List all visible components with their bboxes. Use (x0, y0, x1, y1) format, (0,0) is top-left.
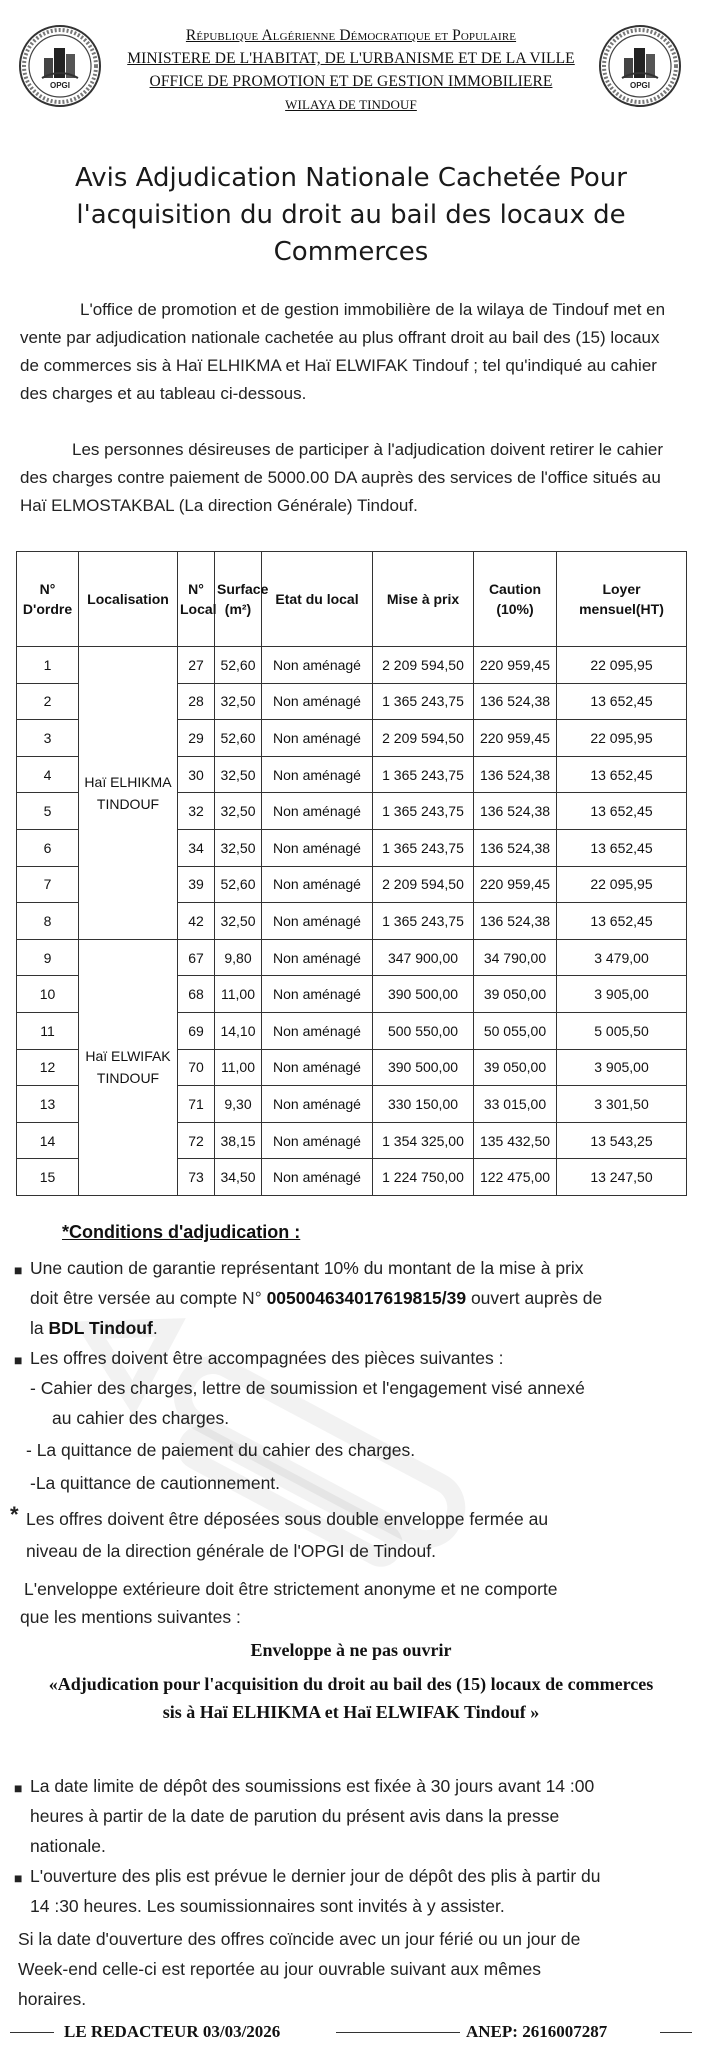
cell-surface: 9,80 (215, 939, 262, 976)
opening-text: L'ouverture des plis est prévue le dernier jour de dépôt des plis à partir du 14 :30 heures. Les soumissionnaires sont invités à y assister. (30, 1866, 601, 1916)
cell-local: 70 (178, 1049, 215, 1086)
header-office: OFFICE DE PROMOTION ET DE GESTION IMMOBILIERE (149, 73, 553, 90)
title-line: Commerces (273, 237, 429, 267)
condition-doc-item: -La quittance de cautionnement. (30, 1473, 281, 1493)
cell-ordre: 9 (17, 939, 79, 976)
cell-surface: 11,00 (215, 1049, 262, 1086)
svg-text:OPGI: OPGI (629, 81, 651, 90)
cell-mise: 1 365 243,75 (373, 683, 474, 720)
cell-localisation: Haï ELWIFAK TINDOUF (79, 939, 178, 1195)
cell-local: 73 (178, 1159, 215, 1196)
cell-etat: Non aménagé (262, 939, 373, 976)
footer-rule (336, 2032, 460, 2033)
cell-ordre: 14 (17, 1122, 79, 1159)
cell-etat: Non aménagé (262, 1122, 373, 1159)
document-header (0, 0, 702, 150)
cell-caution: 136 524,38 (474, 683, 557, 720)
cell-mise: 1 365 243,75 (373, 756, 474, 793)
cell-caution: 136 524,38 (474, 793, 557, 830)
cell-caution: 220 959,45 (474, 647, 557, 684)
cell-loyer: 13 543,25 (557, 1122, 687, 1159)
col-header-ordre: N° D'ordre (17, 552, 79, 647)
cell-surface: 11,00 (215, 976, 262, 1013)
footer-rule (10, 2032, 54, 2033)
cell-ordre: 15 (17, 1159, 79, 1196)
cell-loyer: 13 247,50 (557, 1159, 687, 1196)
condition-documents: Les offres doivent être accompagnées des pièces suivantes : (30, 1348, 504, 1368)
cell-loyer: 13 652,45 (557, 829, 687, 866)
cell-etat: Non aménagé (262, 866, 373, 903)
cell-surface: 34,50 (215, 1159, 262, 1196)
condition-doc-item: - La quittance de paiement du cahier des charges. (26, 1440, 416, 1460)
cell-loyer: 3 479,00 (557, 939, 687, 976)
cell-mise: 2 209 594,50 (373, 866, 474, 903)
premises-table (16, 551, 687, 1196)
bullet-icon: ■ (14, 1780, 23, 1796)
cell-loyer: 13 652,45 (557, 683, 687, 720)
cell-etat: Non aménagé (262, 903, 373, 940)
cell-caution: 50 055,00 (474, 1012, 557, 1049)
footer-anep: ANEP: 2616007287 (466, 2022, 608, 2041)
cell-local: 68 (178, 976, 215, 1013)
cell-etat: Non aménagé (262, 756, 373, 793)
cell-ordre: 1 (17, 647, 79, 684)
footer-redacteur: LE REDACTEUR 03/03/2026 (64, 2022, 281, 2041)
account-number: 005004634017619815/39 (266, 1288, 467, 1308)
bullet-icon: ■ (14, 1870, 23, 1886)
cell-ordre: 3 (17, 720, 79, 757)
cell-mise: 1 365 243,75 (373, 793, 474, 830)
cell-etat: Non aménagé (262, 720, 373, 757)
cell-mise: 390 500,00 (373, 976, 474, 1013)
table-header-row (17, 552, 687, 647)
cell-surface: 38,15 (215, 1122, 262, 1159)
cell-etat: Non aménagé (262, 976, 373, 1013)
cell-caution: 136 524,38 (474, 829, 557, 866)
cell-caution: 136 524,38 (474, 756, 557, 793)
col-header-caution: Caution (10%) (474, 552, 557, 647)
col-header-mise: Mise à prix (373, 552, 474, 647)
cell-ordre: 7 (17, 866, 79, 903)
cell-ordre: 11 (17, 1012, 79, 1049)
cell-caution: 33 015,00 (474, 1086, 557, 1123)
cell-mise: 1 365 243,75 (373, 903, 474, 940)
table-row (17, 939, 687, 976)
document-footer (0, 2018, 702, 2048)
cell-ordre: 2 (17, 683, 79, 720)
conditions-title: *Conditions d'adjudication : (62, 1222, 301, 1242)
cell-loyer: 22 095,95 (557, 866, 687, 903)
cell-mise: 330 150,00 (373, 1086, 474, 1123)
holiday-text: Si la date d'ouverture des offres coïncide avec un jour férié ou un jour de Week-end celle-ci est reportée au jour ouvrable suivant aux mêmes horaires. (18, 1929, 581, 2009)
cell-etat: Non aménagé (262, 1159, 373, 1196)
cell-local: 29 (178, 720, 215, 757)
cell-local: 32 (178, 793, 215, 830)
col-header-localisation: Localisation (79, 552, 178, 647)
cell-loyer: 3 905,00 (557, 1049, 687, 1086)
bullet-icon: ■ (14, 1352, 23, 1368)
condition-envelope: L'enveloppe extérieure doit être strictement anonyme et ne comporte (24, 1579, 558, 1599)
cell-loyer: 13 652,45 (557, 793, 687, 830)
cell-loyer: 5 005,50 (557, 1012, 687, 1049)
deadline-text: La date limite de dépôt des soumissions est fixée à 30 jours avant 14 :00 heures à partir de la date de parution du présent avis dans la presse nationale. (30, 1776, 595, 1856)
cell-local: 42 (178, 903, 215, 940)
cell-surface: 32,50 (215, 903, 262, 940)
cell-etat: Non aménagé (262, 793, 373, 830)
envelope-title: Enveloppe à ne pas ouvrir (250, 1640, 452, 1660)
cell-mise: 1 354 325,00 (373, 1122, 474, 1159)
cell-etat: Non aménagé (262, 683, 373, 720)
cell-local: 30 (178, 756, 215, 793)
cell-mise: 1 365 243,75 (373, 829, 474, 866)
cell-caution: 220 959,45 (474, 720, 557, 757)
cell-ordre: 6 (17, 829, 79, 866)
cell-ordre: 5 (17, 793, 79, 830)
retrieval-paragraph: Les personnes désireuses de participer à l'adjudication doivent retirer le cahier des charges contre paiement de 5000.00 DA auprès des services de l'office situés au Haï ELMOSTAKBAL (La direction Générale) Tindouf. (20, 440, 664, 515)
header-republic: République Algérienne Démocratique et Populaire (185, 27, 517, 44)
cell-ordre: 4 (17, 756, 79, 793)
cell-etat: Non aménagé (262, 647, 373, 684)
cell-surface: 52,60 (215, 647, 262, 684)
notice-title (60, 160, 642, 271)
opgi-logo (18, 24, 102, 108)
title-line: Avis Adjudication Nationale Cachetée Pour (75, 163, 627, 193)
intro-paragraph: L'office de promotion et de gestion immobilière de la wilaya de Tindouf met en vente par adjudication nationale cachetée au plus offrant droit au bail des (15) locaux de commerces sis à Haï ELHIKMA et Haï ELWIFAK Tindouf ; tel qu'indiqué au cahier des charges et au tableau ci-dessous. (20, 300, 666, 403)
cell-local: 28 (178, 683, 215, 720)
cell-loyer: 3 301,50 (557, 1086, 687, 1123)
cell-local: 72 (178, 1122, 215, 1159)
svg-text:OPGI: OPGI (49, 81, 71, 90)
condition-doc-item: - Cahier des charges, lettre de soumission et l'engagement visé annexé (30, 1378, 585, 1398)
cell-caution: 135 432,50 (474, 1122, 557, 1159)
cell-loyer: 13 652,45 (557, 756, 687, 793)
cell-surface: 32,50 (215, 793, 262, 830)
cell-caution: 39 050,00 (474, 1049, 557, 1086)
cell-etat: Non aménagé (262, 1086, 373, 1123)
cell-ordre: 12 (17, 1049, 79, 1086)
footer-rule (660, 2032, 692, 2033)
condition-deposit: Les offres doivent être déposées sous double enveloppe fermée au (26, 1509, 549, 1529)
cell-local: 67 (178, 939, 215, 976)
cell-surface: 9,30 (215, 1086, 262, 1123)
cell-surface: 32,50 (215, 756, 262, 793)
cell-mise: 1 224 750,00 (373, 1159, 474, 1196)
condition-deposit: niveau de la direction générale de l'OPGI de Tindouf. (26, 1541, 436, 1561)
col-header-loyer: Loyer mensuel(HT) (557, 552, 687, 647)
cell-mise: 2 209 594,50 (373, 647, 474, 684)
envelope-mention: «Adjudication pour l'acquisition du droit au bail des (15) locaux de commerces sis à Haï ELHIKMA et Haï ELWIFAK Tindouf » (48, 1674, 654, 1722)
bullet-icon: ■ (14, 1262, 23, 1278)
cell-ordre: 10 (17, 976, 79, 1013)
cell-caution: 39 050,00 (474, 976, 557, 1013)
cell-ordre: 8 (17, 903, 79, 940)
cell-caution: 220 959,45 (474, 866, 557, 903)
cell-etat: Non aménagé (262, 829, 373, 866)
cell-localisation: Haï ELHIKMA TINDOUF (79, 647, 178, 940)
cell-caution: 122 475,00 (474, 1159, 557, 1196)
cell-mise: 500 550,00 (373, 1012, 474, 1049)
condition-caution: Une caution de garantie représentant 10% du montant de la mise à prix doit être versée au compte N° 005004634017619815/39 ouvert auprès de la BDL Tindouf. (30, 1258, 603, 1338)
cell-surface: 52,60 (215, 720, 262, 757)
col-header-surface: Surface (m²) (215, 552, 262, 647)
cell-surface: 14,10 (215, 1012, 262, 1049)
cell-loyer: 22 095,95 (557, 720, 687, 757)
table-row (17, 647, 687, 684)
cell-ordre: 13 (17, 1086, 79, 1123)
condition-envelope: que les mentions suivantes : (20, 1607, 241, 1627)
header-wilaya: WILAYA DE TINDOUF (285, 97, 417, 112)
cell-mise: 2 209 594,50 (373, 720, 474, 757)
cell-loyer: 13 652,45 (557, 903, 687, 940)
cell-surface: 52,60 (215, 866, 262, 903)
cell-loyer: 22 095,95 (557, 647, 687, 684)
cell-local: 71 (178, 1086, 215, 1123)
cell-etat: Non aménagé (262, 1012, 373, 1049)
condition-doc-item: au cahier des charges. (52, 1408, 230, 1428)
cell-local: 69 (178, 1012, 215, 1049)
bank-name: BDL Tindouf (48, 1318, 153, 1338)
cell-surface: 32,50 (215, 683, 262, 720)
cell-etat: Non aménagé (262, 1049, 373, 1086)
title-line: l'acquisition du droit au bail des locaux de (76, 200, 626, 230)
cell-loyer: 3 905,00 (557, 976, 687, 1013)
cell-caution: 34 790,00 (474, 939, 557, 976)
col-header-etat: Etat du local (262, 552, 373, 647)
cell-caution: 136 524,38 (474, 903, 557, 940)
cell-surface: 32,50 (215, 829, 262, 866)
cell-local: 34 (178, 829, 215, 866)
cell-local: 39 (178, 866, 215, 903)
cell-local: 27 (178, 647, 215, 684)
opgi-logo (598, 24, 682, 108)
cell-mise: 390 500,00 (373, 1049, 474, 1086)
header-ministry: MINISTERE DE L'HABITAT, DE L'URBANISME ET DE LA VILLE (127, 50, 575, 67)
asterisk-icon: * (10, 1502, 19, 1527)
col-header-local: N° Local (178, 552, 215, 647)
cell-mise: 347 900,00 (373, 939, 474, 976)
